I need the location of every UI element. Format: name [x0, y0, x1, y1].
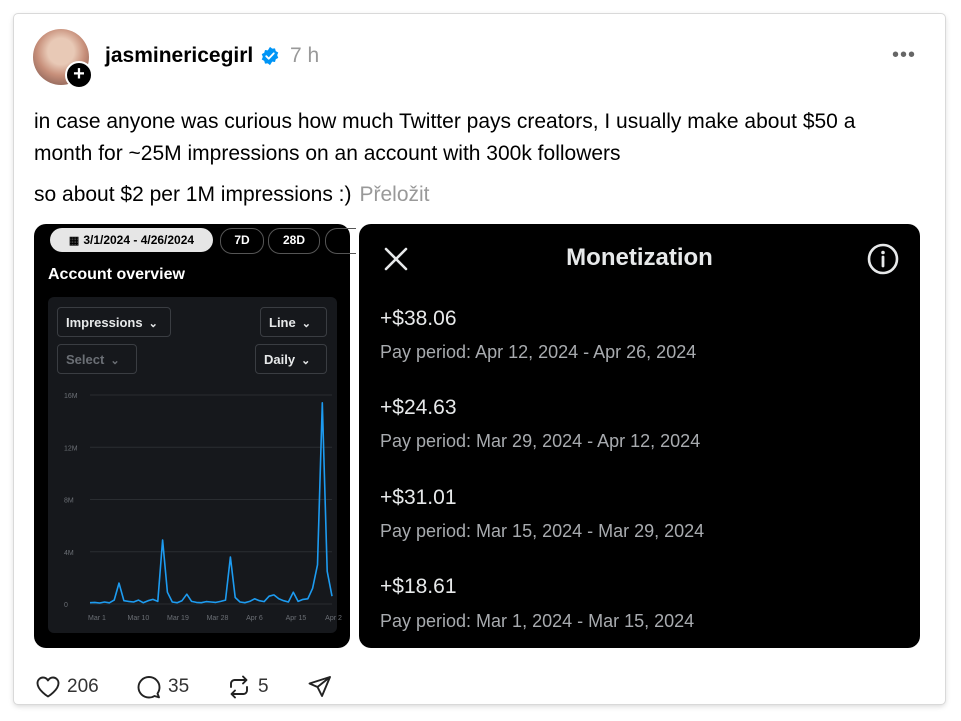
payout-period: Pay period: Mar 1, 2024 - Mar 15, 2024: [380, 611, 695, 631]
compare-dropdown: [57, 344, 137, 374]
like-button[interactable]: [35, 674, 99, 700]
impressions-series-line: [90, 403, 332, 603]
interval-label: Daily: [264, 352, 296, 367]
x-tick-label: Mar 1: [88, 615, 106, 622]
account-overview-title: Account overview: [48, 266, 185, 283]
x-tick-label: Mar 10: [127, 615, 150, 622]
like-count: 206: [67, 676, 99, 697]
post-time: 7 h: [290, 44, 320, 67]
chevron-down-icon: ⌄: [301, 318, 311, 330]
repost-button[interactable]: [226, 674, 269, 700]
comment-icon: [136, 674, 162, 700]
translate-link[interactable]: Přeložit: [359, 183, 430, 206]
payout-period: Pay period: Apr 12, 2024 - Apr 26, 2024: [380, 342, 697, 362]
avatar[interactable]: [33, 29, 89, 85]
chart-type-label: Line: [269, 315, 296, 330]
monetization-title: Monetization: [566, 244, 713, 271]
pill-28d: 28D: [268, 228, 320, 254]
post-text: in case anyone was curious how much Twitter pays creators, I usually make about $50 a month for ~25M impressions on an account with 300k followers: [34, 110, 856, 165]
reply-button[interactable]: [136, 674, 189, 700]
y-tick-label: 8M: [64, 497, 74, 505]
payout-amount: +$31.01: [380, 486, 457, 509]
payout-period: Pay period: Mar 15, 2024 - Mar 29, 2024: [380, 521, 705, 541]
x-tick-label: Apr 2: [325, 615, 342, 622]
x-tick-label: Apr 15: [285, 615, 307, 622]
impressions-line-chart: [48, 380, 342, 630]
y-tick-label: 16M: [64, 393, 78, 400]
y-tick-label: 12M: [64, 445, 78, 453]
more-options-icon[interactable]: •••: [892, 44, 917, 66]
compare-label: Select: [66, 352, 105, 367]
post-text-line2: so about $2 per 1M impressions :): [34, 183, 352, 206]
heart-icon: [35, 674, 61, 700]
share-button[interactable]: [307, 674, 333, 700]
interval-dropdown: [255, 344, 327, 374]
chevron-down-icon: ⌄: [148, 318, 158, 330]
post-text-second: [34, 183, 430, 207]
date-range-text: 3/1/2024 - 4/26/2024: [83, 233, 195, 247]
y-tick-label: 0: [64, 602, 68, 609]
payout-period: Pay period: Mar 29, 2024 - Apr 12, 2024: [380, 431, 701, 451]
calendar-icon: ▦: [68, 235, 80, 247]
payout-amount: +$24.63: [380, 396, 457, 419]
chevron-down-icon: ⌄: [110, 355, 120, 367]
payout-amount: +$18.61: [380, 575, 457, 598]
pill-7d: 7D: [220, 228, 264, 254]
chart-type-dropdown: [260, 307, 327, 337]
verified-badge-icon: [260, 46, 280, 66]
date-range-pill: [50, 228, 213, 252]
metric-dropdown: [57, 307, 171, 337]
metric-dropdown-label: Impressions: [66, 315, 143, 330]
info-icon: [866, 242, 900, 276]
x-tick-label: Apr 6: [246, 615, 263, 622]
repost-count: 5: [258, 676, 269, 697]
send-icon: [307, 674, 333, 700]
follow-plus-icon[interactable]: +: [65, 61, 93, 89]
username[interactable]: jasminericegirl: [105, 44, 254, 67]
x-tick-label: Mar 28: [206, 615, 229, 622]
repost-icon: [226, 674, 252, 700]
pill-partial: [325, 228, 356, 254]
reply-count: 35: [168, 676, 190, 697]
y-tick-label: 4M: [64, 549, 74, 557]
chevron-down-icon: ⌄: [301, 355, 311, 367]
x-tick-label: Mar 19: [167, 615, 189, 622]
payout-amount: +$38.06: [380, 307, 457, 330]
